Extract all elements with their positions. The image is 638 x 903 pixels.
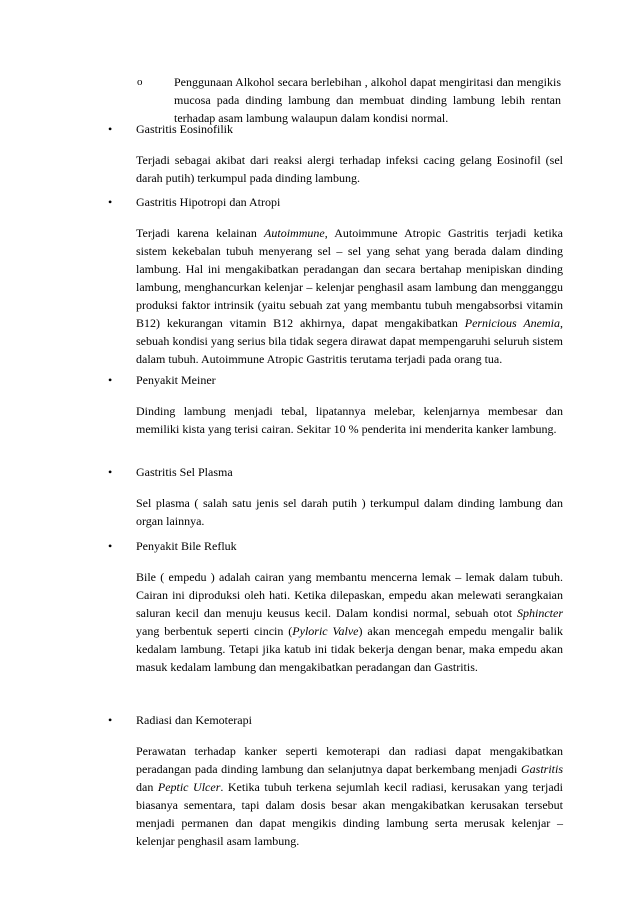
section-paragraph: [136, 568, 563, 676]
section-paragraph: [136, 224, 563, 368]
sub-list-item-alcohol: [137, 73, 561, 127]
paragraph-text: Dinding lambung menjadi tebal, lipatannya melebar, kelenjarnya membesar dan memiliki kista yang terisi cairan. Sekitar 10 % penderita ini menderita kanker lambung.: [136, 404, 563, 436]
section-gastritis-eosinofilik: [108, 120, 563, 187]
italic-term: Peptic Ulcer: [157, 780, 221, 794]
section-heading: Radiasi dan Kemoterapi: [136, 713, 252, 727]
paragraph-text: , Autoimmune Atropic Gastritis terjadi ketika sistem kekebalan tubuh menyerang sel – sel yang sehat yang berada dalam dinding lambung. Hal ini mengakibatkan peradangan dan secara bertahap menipiskan dinding lambung, menghancurkan kelenjar – kelenjar penghasil asam lambung dan mengganggu produksi faktor intrinsik (yaitu sebuah zat yang membantu tubuh mengabsorbsi vitamin B12) kekurangan vitamin B12 akhirnya, dapat mengakibatkan: [136, 226, 564, 330]
paragraph-text: Terjadi sebagai akibat dari reaksi alergi terhadap infeksi cacing gelang Eosinofil (sel darah putih) terkumpul pada dinding lambung.: [136, 153, 563, 185]
bullet-icon: •: [108, 539, 113, 553]
section-gastritis-sel-plasma: [108, 463, 563, 530]
section-heading: Gastritis Hipotropi dan Atropi: [136, 195, 281, 209]
section-paragraph: [136, 151, 563, 187]
italic-term: Pyloric Valve: [292, 624, 359, 638]
paragraph-text: yang berbentuk seperti cincin (: [136, 624, 293, 638]
italic-term: Sphincter: [517, 606, 563, 620]
sub-list-item-text: Penggunaan Alkohol secara berlebihan , alkohol dapat mengiritasi dan mengikis mucosa pada dinding lambung dan membuat dinding lambung lebih rentan terhadap asam lambung walaupun dalam kondisi normal.: [174, 75, 561, 125]
section-penyakit-bile-refluk: [108, 537, 563, 676]
bullet-icon: •: [108, 122, 113, 136]
italic-term: Gastritis: [520, 762, 563, 776]
section-heading: Penyakit Meiner: [136, 373, 216, 387]
section-heading: Gastritis Sel Plasma: [136, 465, 233, 479]
section-paragraph: [136, 402, 563, 438]
italic-term: Autoimmune: [264, 226, 325, 240]
bullet-icon: •: [108, 195, 113, 209]
paragraph-text: dan: [136, 780, 158, 794]
paragraph-text: ) akan mencegah empedu mengalir balik kedalam lambung. Tetapi jika katub ini tidak bekerja dengan benar, maka empedu akan masuk kedalam lambung dan mengakibatkan peradangan dan Gastritis.: [136, 624, 564, 674]
paragraph-text: Bile ( empedu ) adalah cairan yang membantu mencerna lemak – lemak dalam tubuh. Cairan ini diproduksi oleh hati. Ketika dilepaskan, empedu akan melewati serangkaian saluran kecil dan menuju keusus kecil. Dalam kondisi normal, sebuah otot: [136, 570, 563, 620]
bullet-icon: •: [108, 713, 113, 727]
paragraph-text: . Ketika tubuh terkena sejumlah kecil radiasi, kerusakan yang terjadi biasanya sementara, tapi dalam dosis besar akan mengakibatkan kerusakan tersebut menjadi permanen dan dapat mengikis dinding lambung serta merusak kelenjar – kelenjar penghasil asam lambung.: [136, 780, 563, 848]
section-paragraph: [136, 742, 563, 850]
section-penyakit-meiner: [108, 371, 563, 438]
bullet-icon: •: [108, 373, 113, 387]
section-gastritis-hipotropi: [108, 193, 563, 368]
section-heading: Gastritis Eosinofilik: [136, 122, 233, 136]
paragraph-text: , sebuah kondisi yang serius bila tidak segera dirawat dapat mempengaruhi seluruh sistem dalam tubuh. Autoimmune Atropic Gastritis terutama terjadi pada orang tua.: [136, 316, 563, 366]
section-radiasi-kemoterapi: [108, 711, 563, 850]
italic-term: Pernicious Anemia: [464, 316, 560, 330]
section-paragraph: [136, 494, 563, 530]
paragraph-text: Sel plasma ( salah satu jenis sel darah putih ) terkumpul dalam dinding lambung dan organ lainnya.: [136, 496, 563, 528]
bullet-icon: •: [108, 465, 113, 479]
circle-bullet-icon: o: [137, 76, 143, 88]
section-heading: Penyakit Bile Refluk: [136, 539, 237, 553]
paragraph-text: Terjadi karena kelainan: [136, 226, 265, 240]
paragraph-text: Perawatan terhadap kanker seperti kemoterapi dan radiasi dapat mengakibatkan peradangan pada dinding lambung dan selanjutnya dapat berkembang menjadi: [136, 744, 563, 776]
